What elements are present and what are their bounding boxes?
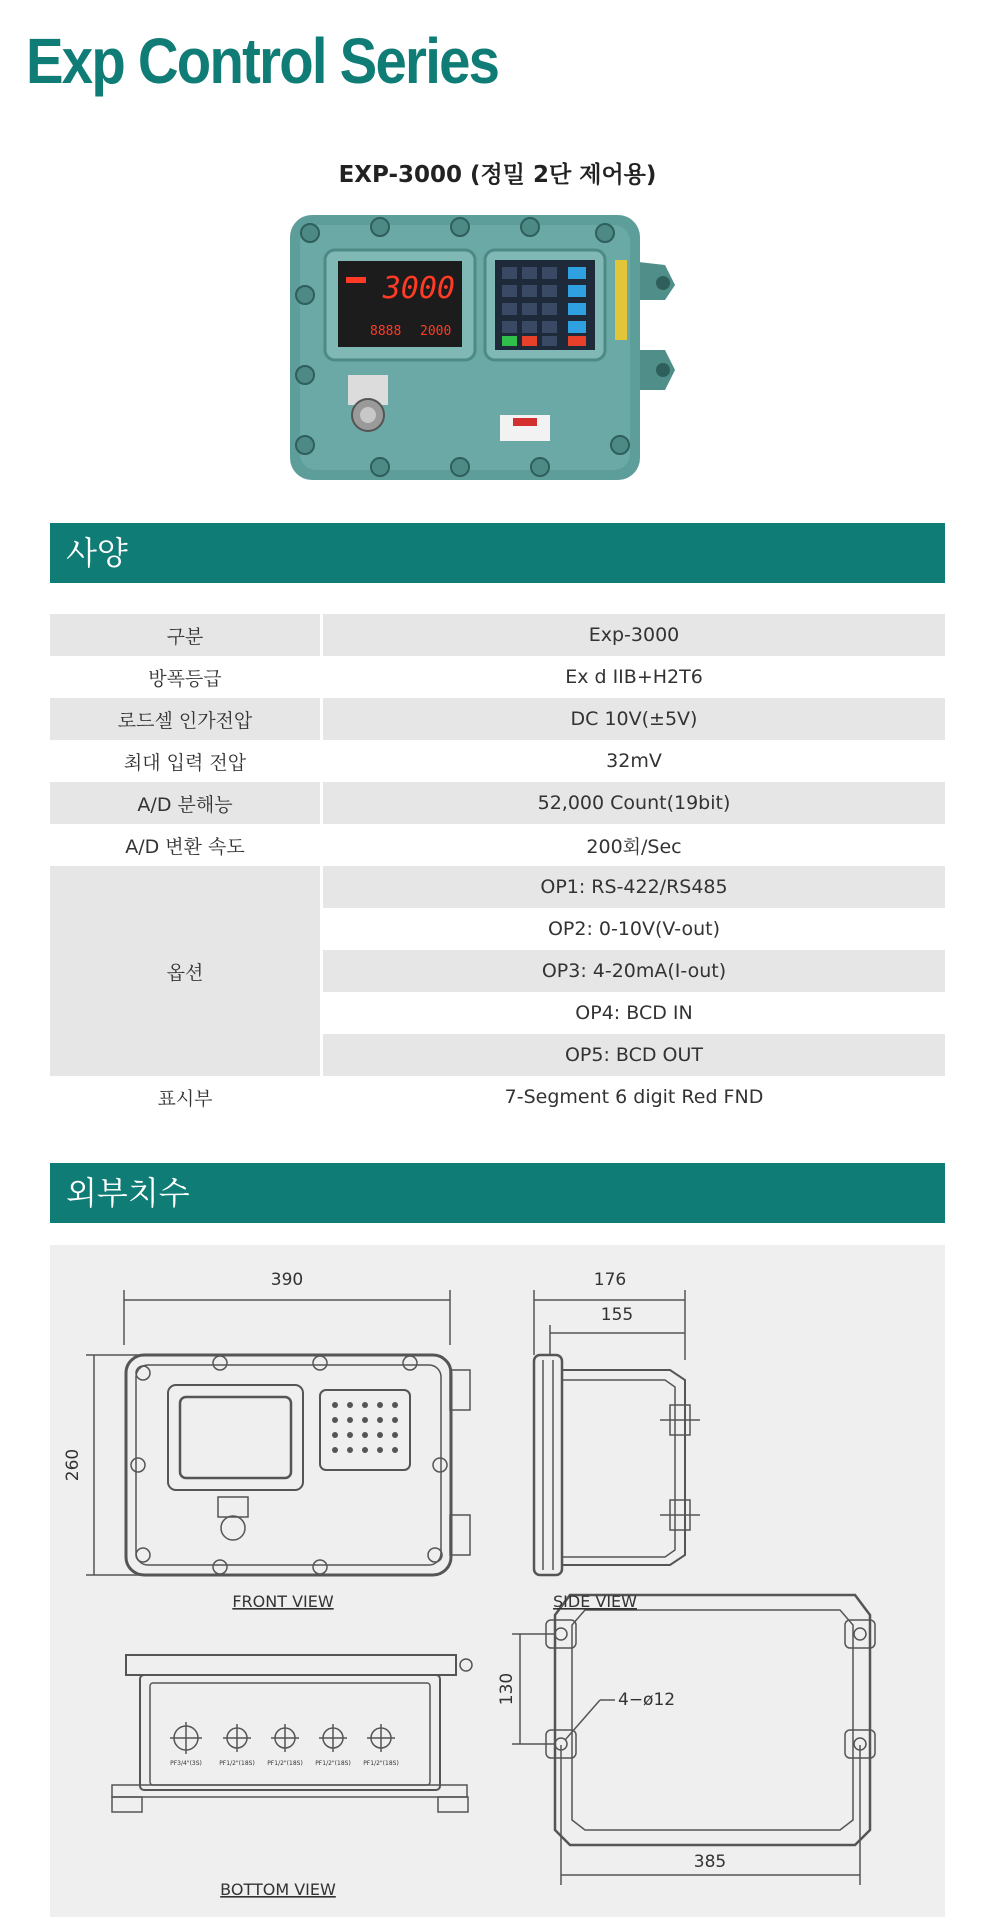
spec-option-value: OP1: RS-422/RS485 (322, 866, 946, 908)
port-label: PF1/2"(18S) (219, 1760, 255, 1767)
spec-option-value: OP4: BCD IN (322, 992, 946, 1034)
display-sub-right: 2000 (420, 324, 452, 339)
spec-option-value: OP5: BCD OUT (322, 1034, 946, 1076)
spec-value: 200회/Sec (322, 824, 946, 866)
spec-label: 구분 (50, 614, 322, 656)
spec-row (50, 824, 945, 866)
port-label: PF1/2"(18S) (267, 1760, 303, 1767)
spec-label: 로드셀 인가전압 (50, 698, 322, 740)
dim-side-depth-inner: 155 (600, 1305, 634, 1325)
front-view (86, 1290, 470, 1575)
dims-heading-band: 외부치수 (50, 1163, 945, 1223)
spec-value: DC 10V(±5V) (322, 698, 946, 740)
side-view-label: SIDE VIEW (553, 1592, 637, 1611)
side-view (534, 1290, 700, 1575)
dim-mount-height: 130 (497, 1672, 517, 1706)
display-sub-left: 8888 (370, 324, 402, 339)
spec-label: 표시부 (157, 1087, 213, 1110)
spec-heading-band: 사양 (50, 523, 945, 583)
spec-value: 7-Segment 6 digit Red FND (322, 1076, 946, 1118)
dim-side-depth-total: 176 (593, 1270, 627, 1290)
port-label: PF1/2"(18S) (315, 1760, 351, 1767)
spec-header-row (50, 614, 945, 656)
spec-value: 32mV (322, 740, 946, 782)
spec-label: A/D 분해능 (50, 782, 322, 824)
spec-table (50, 614, 945, 1118)
port-label: PF1/2"(18S) (363, 1760, 399, 1767)
dim-mount-holes: 4−ø12 (618, 1690, 676, 1710)
display-main: 3000 (382, 271, 455, 306)
page-title: Exp Control Series (26, 25, 499, 97)
spec-label: 최대 입력 전압 (123, 751, 247, 774)
spec-row (50, 782, 945, 824)
dimension-drawing (50, 1245, 945, 1917)
spec-label: 방폭등급 (148, 667, 222, 690)
spec-value: Exp-3000 (322, 614, 946, 656)
spec-value: 52,000 Count(19bit) (322, 782, 946, 824)
product-name: EXP-3000 (정밀 2단 제어용) (338, 162, 657, 188)
spec-row (50, 656, 945, 698)
spec-row (50, 1076, 945, 1118)
dim-front-width: 390 (270, 1270, 304, 1290)
bottom-view (112, 1655, 472, 1812)
spec-option-value: OP2: 0-10V(V-out) (322, 908, 946, 950)
spec-row (50, 740, 945, 782)
product-photo (270, 205, 710, 490)
dimension-drawing-svg (50, 1245, 945, 1917)
spec-option-label: 옵션 (50, 866, 322, 1076)
front-view-label: FRONT VIEW (232, 1592, 334, 1611)
bottom-view-label: BOTTOM VIEW (220, 1880, 336, 1899)
dim-mount-width: 385 (693, 1852, 727, 1872)
spec-option-value: OP3: 4-20mA(I-out) (322, 950, 946, 992)
spec-label: A/D 변환 속도 (125, 835, 245, 858)
spec-option-row (50, 866, 945, 908)
mounting-view (512, 1595, 875, 1885)
spec-value: Ex d IIB+H2T6 (322, 656, 946, 698)
port-label: PF3/4"(3S) (170, 1760, 202, 1767)
dim-front-height: 260 (63, 1448, 83, 1482)
spec-row (50, 698, 945, 740)
